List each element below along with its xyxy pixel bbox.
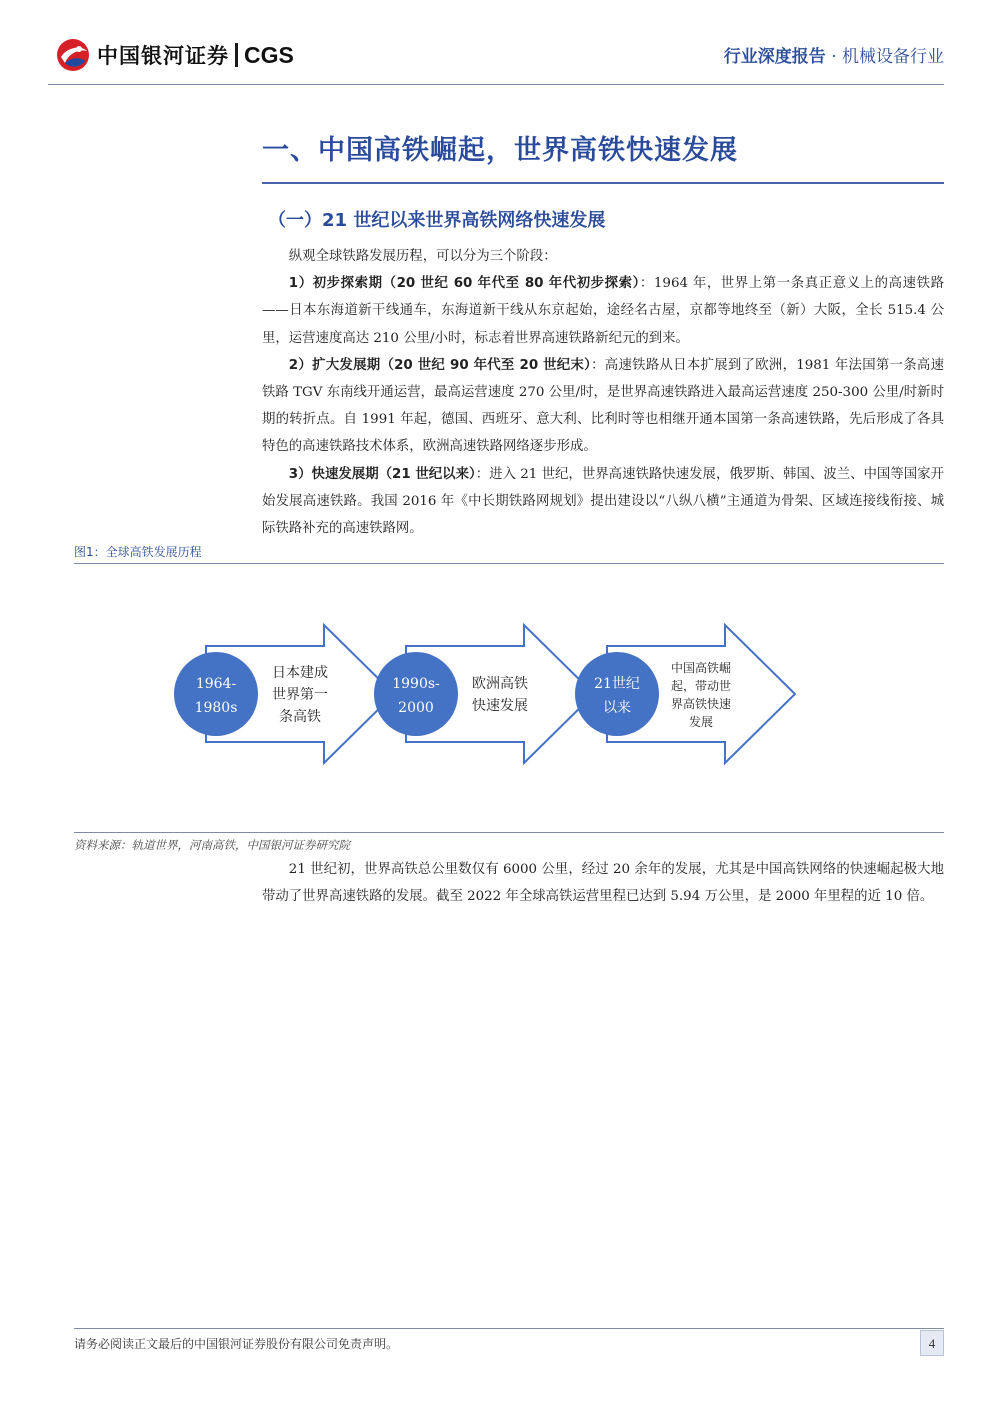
logo-english-name: CGS bbox=[244, 41, 294, 68]
figure-source: 资料来源：轨道世界，河南高铁，中国银河证券研究院 bbox=[74, 838, 350, 852]
timeline-description-text: 快速发展 bbox=[472, 698, 528, 714]
timeline-step-1 bbox=[174, 625, 394, 763]
timeline-step-3 bbox=[575, 625, 795, 763]
timeline-description-text: 中国高铁崛 bbox=[670, 661, 732, 675]
closing-paragraph: 21 世纪初，世界高铁总公里数仅有 6000 公里，经过 20 余年的发展，尤其是中国高铁网络的快速崛起极大地带动了世界高速铁路的发展。截至 2022 年全球高铁运营里程已达到 5.94 万公里，是 2000 年里程的近 10 倍。 bbox=[262, 862, 944, 905]
galaxy-logo-icon bbox=[55, 37, 91, 73]
section-title-rule bbox=[262, 182, 944, 184]
timeline-description-text: 欧洲高铁 bbox=[472, 676, 528, 692]
section-title: 一、中国高铁崛起，世界高铁快速发展 bbox=[262, 135, 738, 166]
timeline-period-text: 1964- bbox=[195, 676, 237, 692]
stage-3-paragraph bbox=[262, 461, 944, 543]
timeline-description-text: 发展 bbox=[688, 715, 714, 729]
report-type: 行业深度报告 bbox=[723, 47, 826, 67]
stage-3-text: ：进入 21 世纪，世界高速铁路快速发展，俄罗斯、韩国、波兰、中国等国家开始发展高速铁路。我国 2016 年《中长期铁路网规划》提出建设以“八纵八横”主通道为骨架、区域连接线衔接、城际铁路补充的高速铁路网。 bbox=[262, 466, 944, 537]
timeline-description-text: 世界第一 bbox=[272, 687, 328, 703]
logo-divider bbox=[235, 43, 238, 67]
timeline-period-text: 21世纪 bbox=[594, 676, 640, 692]
stage-2-label: 2）扩大发展期（20 世纪 90 年代至 20 世纪末） bbox=[288, 357, 592, 373]
timeline-description-text: 界高铁快速 bbox=[670, 697, 732, 711]
stage-3-label: 3）快速发展期（21 世纪以来） bbox=[288, 466, 476, 482]
page-number: 4 bbox=[920, 1330, 944, 1356]
timeline-description-text: 条高铁 bbox=[279, 709, 321, 725]
subsection-title: （一）21 世纪以来世界高铁网络快速发展 bbox=[268, 210, 606, 231]
timeline-period-text: 1990s- bbox=[392, 676, 440, 692]
stage-1-paragraph bbox=[262, 270, 944, 352]
timeline-step-2 bbox=[374, 625, 594, 763]
stage-1-label: 1）初步探索期（20 世纪 60 年代至 80 年代初步探索） bbox=[288, 276, 640, 292]
timeline-description-text: 起，带动世 bbox=[670, 679, 732, 693]
figure-title: 图1：全球高铁发展历程 bbox=[74, 545, 202, 559]
company-logo bbox=[55, 35, 294, 75]
timeline-period-text: 以来 bbox=[603, 700, 631, 716]
timeline-period-text: 2000 bbox=[398, 700, 434, 716]
intro-lead: 纵观全球铁路发展历程，可以分为三个阶段： bbox=[288, 249, 557, 264]
page-header bbox=[0, 0, 992, 90]
header-divider bbox=[48, 84, 944, 85]
report-category bbox=[724, 42, 944, 67]
logo-chinese-name: 中国银河证券 bbox=[97, 44, 229, 68]
intro-body bbox=[262, 243, 944, 542]
timeline-period-circle-2 bbox=[374, 652, 458, 736]
stage-2-text: ：高速铁路从日本扩展到了欧洲，1981 年法国第一条高速铁路 TGV 东南线开通运营，最高运营速度 270 公里/时，是世界高速铁路进入最高运营速度 250-300 公里/时新时期的转折点。自 1991 年起，德国、西班牙、意大利、比利时等也相继开通本国第一条高速铁路，先后形成了各具特色的高速铁路技术体系，欧洲高速铁路网络逐步形成。 bbox=[262, 357, 944, 455]
footer-disclaimer: 请务必阅读正文最后的中国银河证券股份有限公司免责声明。 bbox=[74, 1337, 399, 1351]
footer-divider bbox=[74, 1328, 944, 1329]
timeline-period-circle-1 bbox=[174, 652, 258, 736]
stage-2-paragraph bbox=[262, 352, 944, 461]
timeline-period-circle-3 bbox=[575, 652, 659, 736]
figure-bottom-rule bbox=[74, 832, 944, 833]
industry-name: 机械设备行业 bbox=[842, 47, 944, 67]
timeline-period-text: 1980s bbox=[194, 700, 238, 716]
stage-1-text: ：1964 年，世界上第一条真正意义上的高速铁路——日本东海道新干线通车，东海道新干线从东京起始，途经名古屋，京都等地终至（新）大阪，全长 515.4 公里，运营速度高达 210 公里/小时，标志着世界高速铁路新纪元的到来。 bbox=[262, 276, 944, 346]
timeline-description-text: 日本建成 bbox=[272, 665, 328, 681]
header-separator: · bbox=[831, 47, 837, 67]
timeline-diagram bbox=[74, 564, 944, 832]
closing-body bbox=[262, 856, 944, 910]
